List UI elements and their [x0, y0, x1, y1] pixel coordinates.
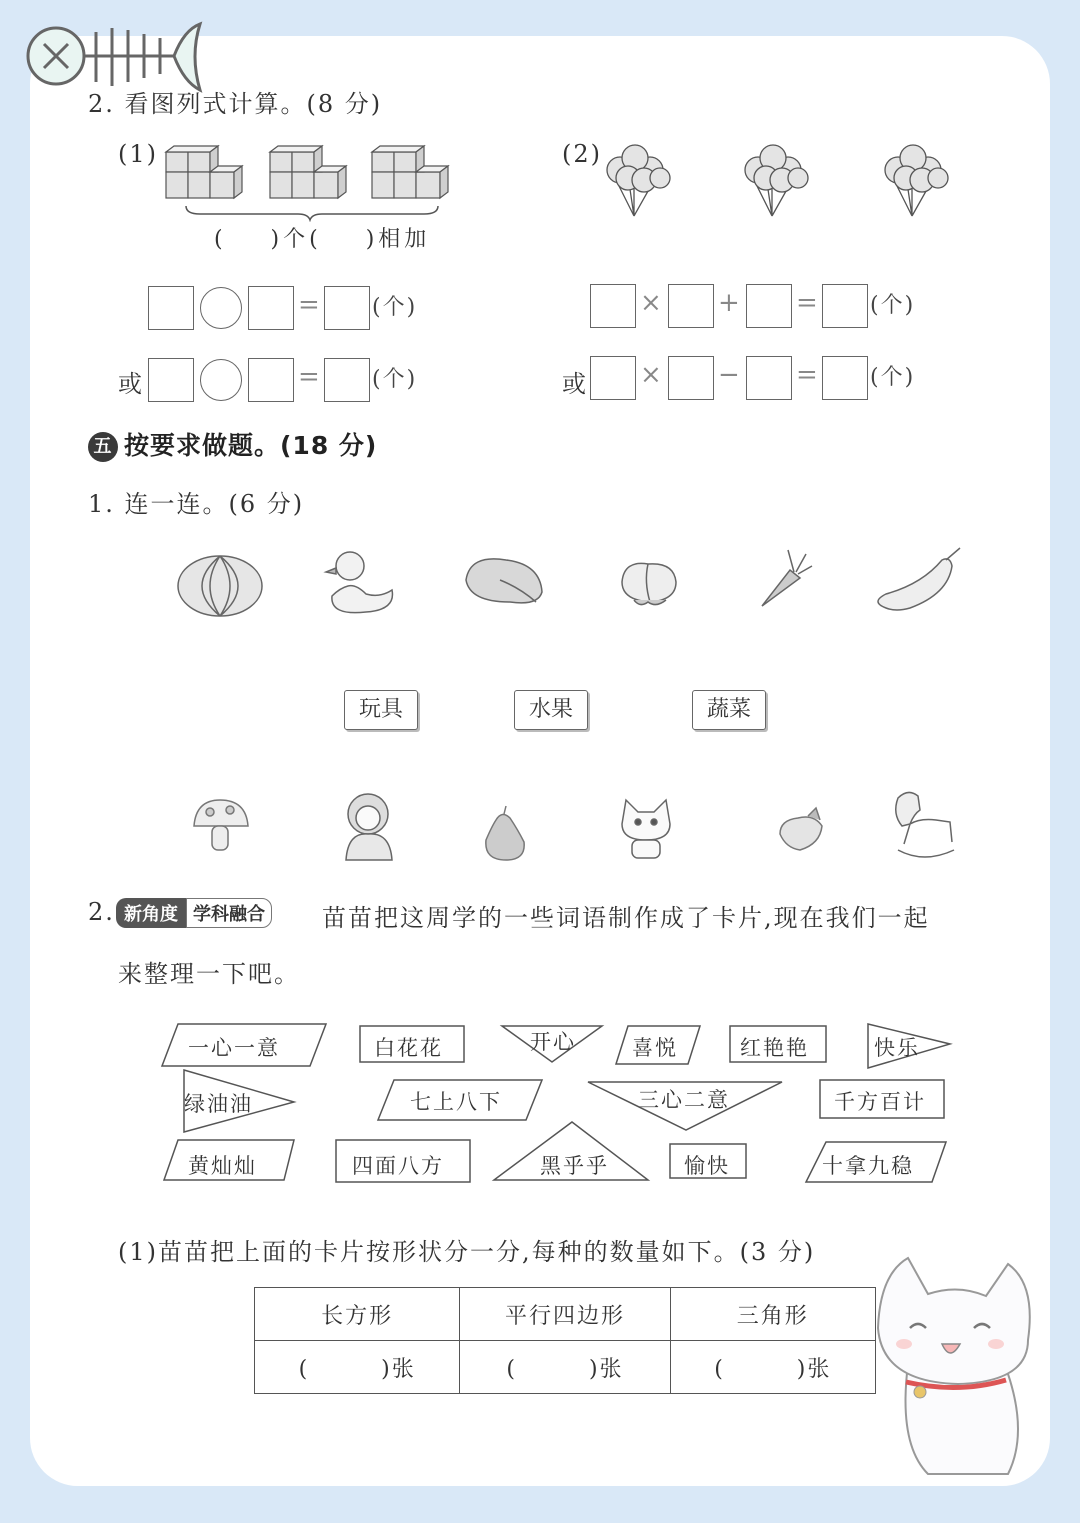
answer-box[interactable]: [324, 286, 370, 330]
table-header-row: [255, 1288, 876, 1341]
or-label: 或: [118, 370, 144, 398]
word-card[interactable]: 绿油油: [184, 1092, 253, 1116]
question-badges: [116, 898, 272, 928]
mushroom-icon: [194, 800, 248, 850]
question-2-title: 2. 看图列式计算。(8 分): [88, 90, 383, 118]
shape-count-table: [254, 1287, 876, 1394]
interdisciplinary-badge: 学科融合: [186, 898, 272, 928]
table-row: [255, 1341, 876, 1394]
sub-question-1: (1)苗苗把上面的卡片按形状分一分,每种的数量如下。(3 分): [118, 1238, 816, 1266]
new-angle-badge: 新角度: [116, 898, 186, 928]
question-2b-text-line1: 苗苗把这周学的一些词语制作成了卡片,现在我们一起: [322, 904, 930, 932]
toy-duck-icon: [326, 552, 392, 613]
answer-box[interactable]: [822, 284, 868, 328]
word-card[interactable]: 千方百计: [834, 1090, 926, 1114]
unit-label: (个): [870, 293, 916, 318]
word-card[interactable]: 七上八下: [410, 1090, 502, 1114]
word-card[interactable]: 一心一意: [188, 1036, 280, 1060]
eggplant-icon: [878, 548, 960, 610]
answer-box[interactable]: [324, 358, 370, 402]
question-1-title: 1. 连一连。(6 分): [88, 490, 305, 518]
answer-box[interactable]: [590, 356, 636, 400]
equals-sign: =: [796, 288, 818, 318]
question-2b-number: 2.: [88, 898, 115, 926]
times-sign: ×: [640, 288, 662, 318]
section-number-badge: 五: [88, 432, 118, 462]
answer-box[interactable]: [248, 286, 294, 330]
plus-sign: +: [718, 288, 740, 318]
unit-label: (个): [870, 365, 916, 390]
watermelon-icon: [178, 556, 262, 616]
part-2-label: (2): [562, 140, 602, 168]
word-card[interactable]: 愉快: [684, 1154, 730, 1178]
cube-groups-figure: [160, 140, 460, 222]
or-label: 或: [562, 370, 588, 398]
rocking-horse-icon: [896, 792, 954, 857]
cat-mascot-illustration: [858, 1244, 1048, 1484]
question-2b-text-line2: 来整理一下吧。: [118, 960, 300, 988]
times-sign: ×: [640, 360, 662, 390]
pear-icon: [486, 806, 524, 860]
answer-box[interactable]: [746, 356, 792, 400]
table-header-cell: 长方形: [255, 1288, 460, 1341]
word-card[interactable]: 开心: [530, 1030, 576, 1054]
answer-box[interactable]: [148, 286, 194, 330]
word-card[interactable]: 十拿九稳: [822, 1154, 914, 1178]
section-5-title: 按要求做题。(18 分): [124, 431, 378, 460]
word-card[interactable]: 三心二意: [638, 1088, 730, 1112]
answer-box[interactable]: [822, 356, 868, 400]
operator-circle[interactable]: [200, 359, 242, 401]
cabbage-icon: [466, 559, 542, 603]
unit-label: (个): [372, 367, 418, 392]
category-box-fruits[interactable]: 水果: [514, 690, 588, 730]
table-header-cell: 平行四边形: [460, 1288, 670, 1341]
brace-fill-text: ( )个( )相加: [214, 227, 431, 252]
part-1-label: (1): [118, 140, 158, 168]
section-5-heading: [88, 426, 377, 462]
category-box-vegetables[interactable]: 蔬菜: [692, 690, 766, 730]
strawberry-icon: [780, 808, 822, 850]
answer-cell[interactable]: ( )张: [670, 1341, 875, 1394]
minus-sign: −: [718, 360, 740, 390]
equals-sign: =: [298, 290, 320, 320]
answer-box[interactable]: [148, 358, 194, 402]
answer-box[interactable]: [668, 284, 714, 328]
answer-cell[interactable]: ( )张: [255, 1341, 460, 1394]
doll-icon: [346, 794, 392, 860]
carrot-icon: [762, 550, 812, 606]
table-header-cell: 三角形: [670, 1288, 875, 1341]
unit-label: (个): [372, 295, 418, 320]
answer-box[interactable]: [248, 358, 294, 402]
equals-sign: =: [298, 362, 320, 392]
equals-sign: =: [796, 360, 818, 390]
peach-icon: [622, 563, 676, 604]
word-card[interactable]: 四面八方: [352, 1154, 444, 1178]
cat-toy-icon: [622, 800, 670, 858]
answer-box[interactable]: [746, 284, 792, 328]
word-card[interactable]: 喜悦: [632, 1036, 678, 1060]
word-card[interactable]: 白花花: [374, 1036, 443, 1060]
word-card[interactable]: 黄灿灿: [188, 1154, 257, 1178]
word-card[interactable]: 快乐: [874, 1036, 920, 1060]
answer-cell[interactable]: ( )张: [460, 1341, 670, 1394]
category-box-toys[interactable]: 玩具: [344, 690, 418, 730]
word-card[interactable]: 红艳艳: [740, 1036, 809, 1060]
balloon-bunches-figure: [598, 140, 958, 222]
top-pictures-row[interactable]: [170, 540, 970, 620]
word-card[interactable]: 黑乎乎: [540, 1154, 609, 1178]
bottom-pictures-row[interactable]: [180, 784, 970, 868]
answer-box[interactable]: [590, 284, 636, 328]
answer-box[interactable]: [668, 356, 714, 400]
operator-circle[interactable]: [200, 287, 242, 329]
